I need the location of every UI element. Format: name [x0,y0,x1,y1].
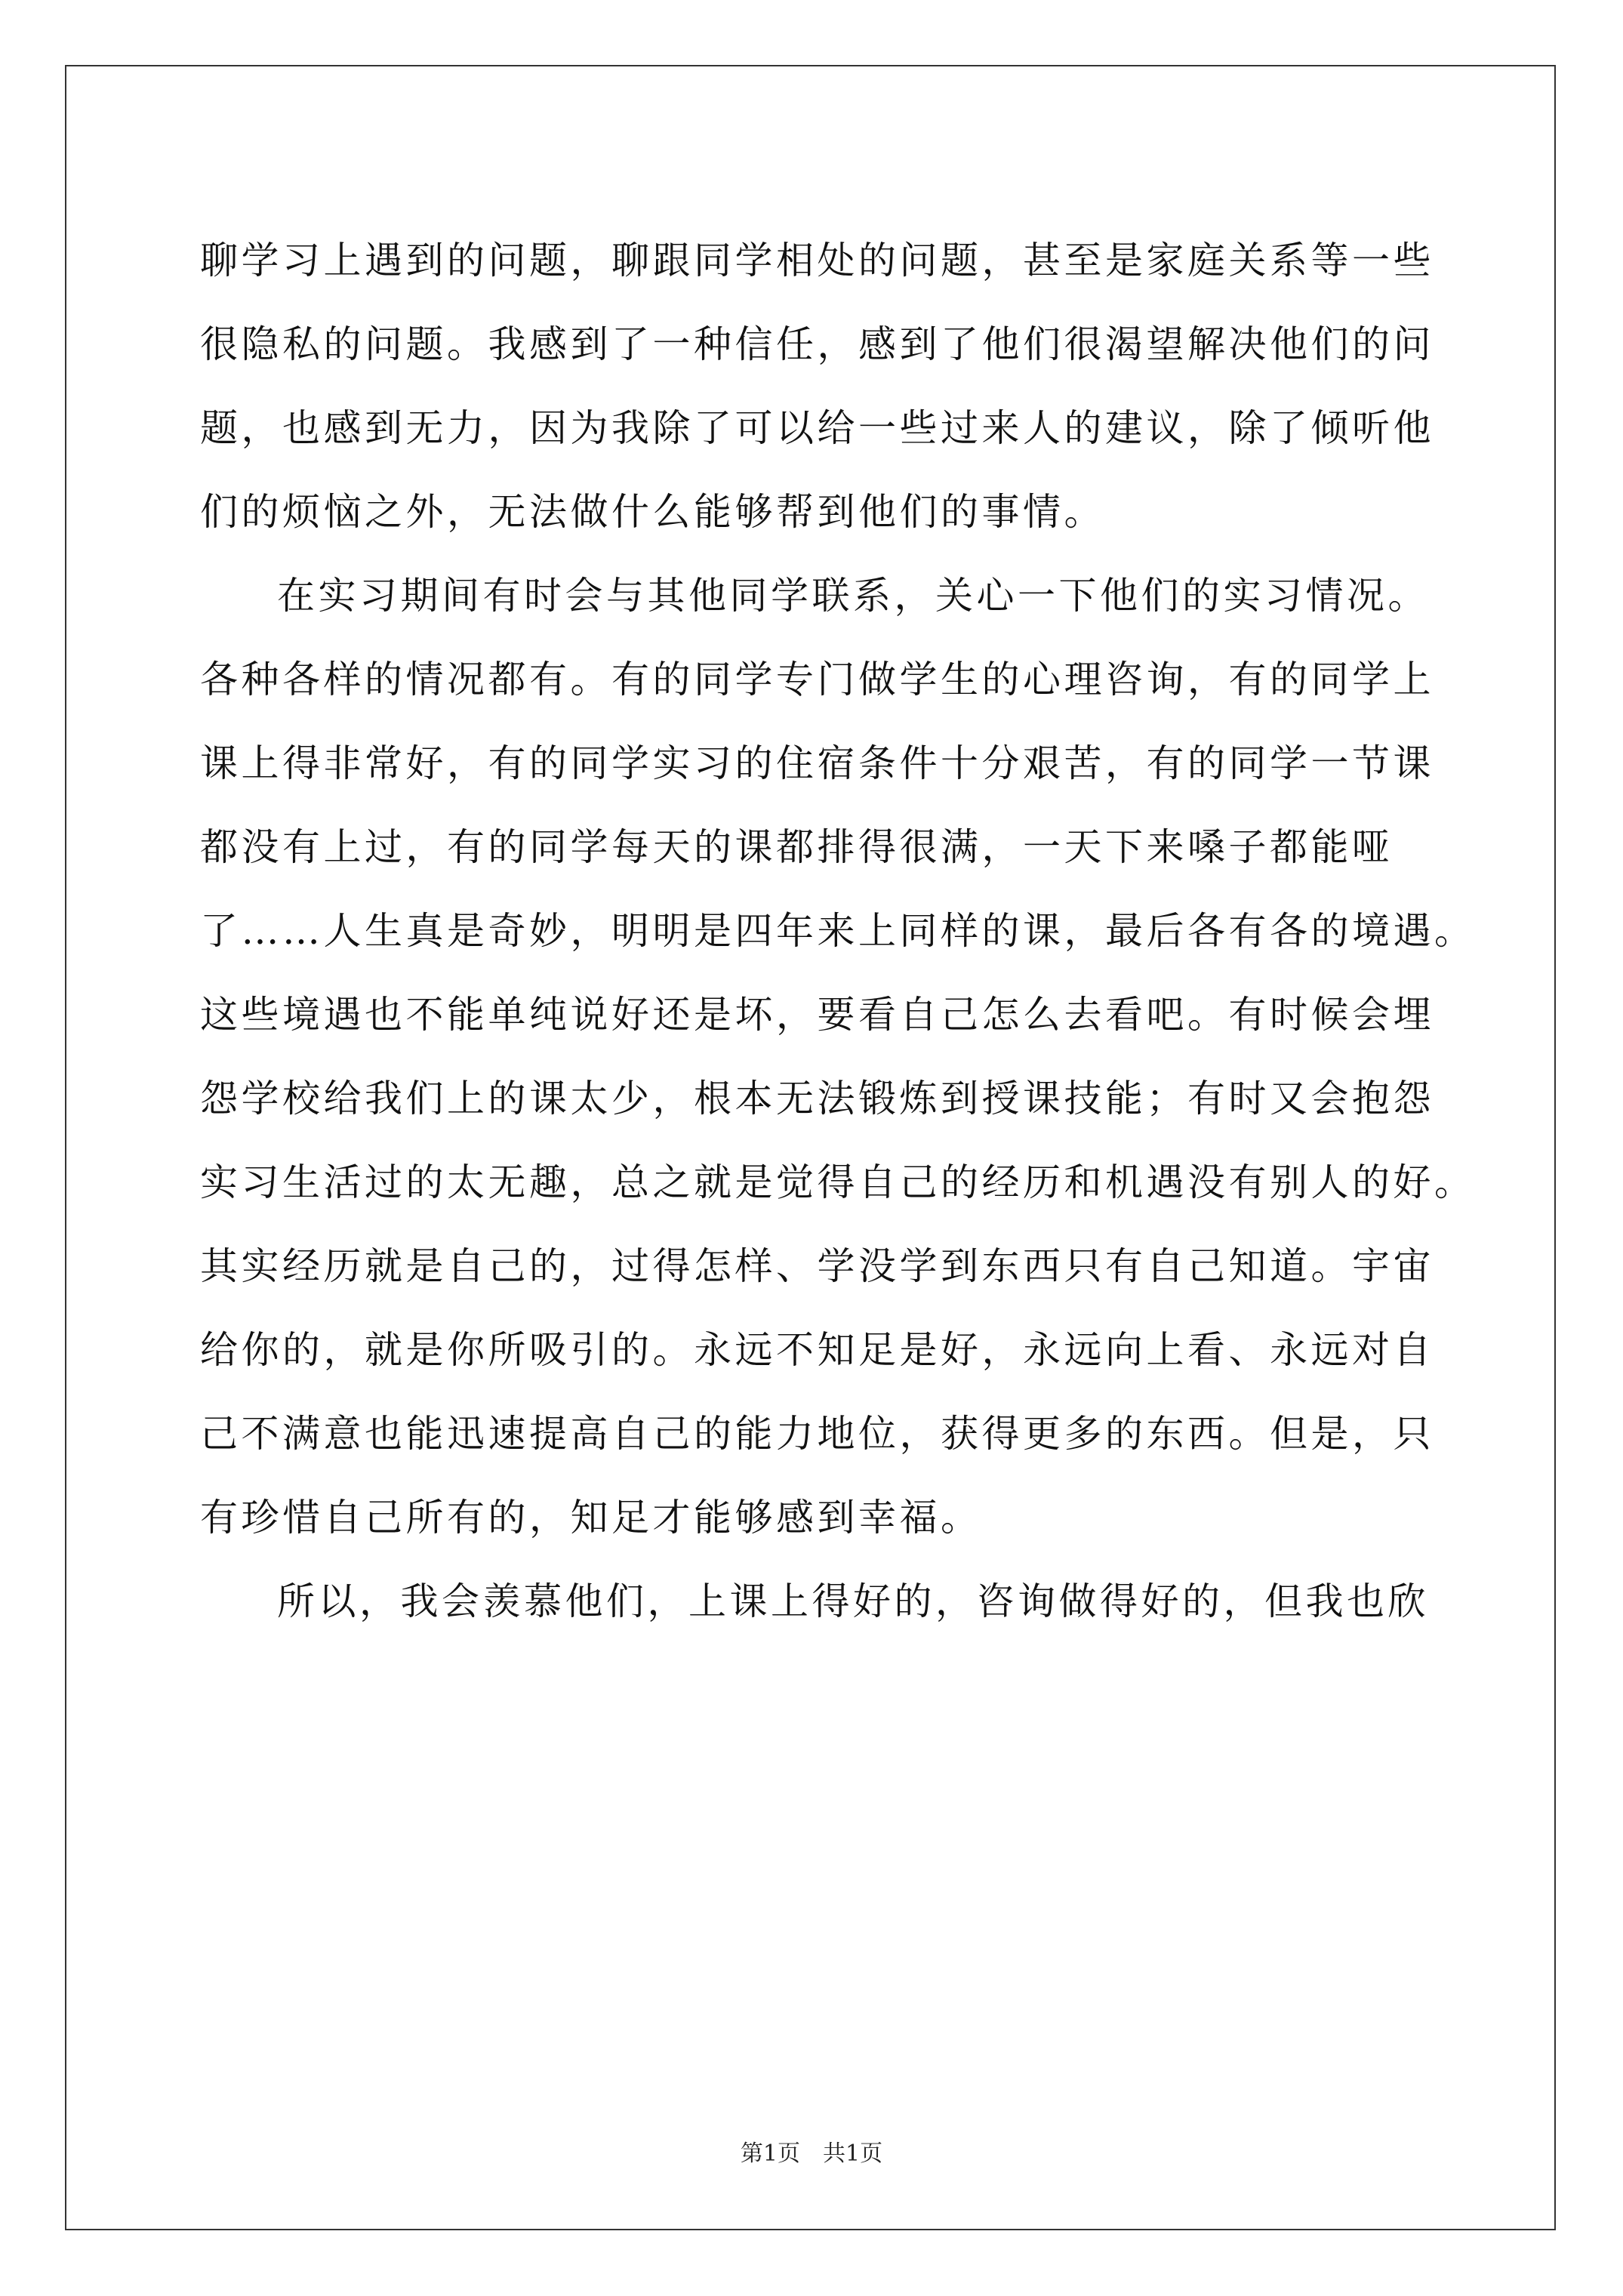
paragraph-start-line: 在实习期间有时会与其他同学联系，关心一下他们的实习情况。 [277,574,1429,618]
text-line: 怨学校给我们上的课太少，根本无法锻炼到授课技能；有时又会抱怨 [200,1077,1434,1120]
text-line: 题，也感到无力，因为我除了可以给一些过来人的建议，除了倾听他 [200,406,1434,450]
text-line: 聊学习上遇到的问题，聊跟同学相处的问题，甚至是家庭关系等一些 [200,239,1434,282]
text-line: 们的烦恼之外，无法做什么能够帮到他们的事情。 [200,490,1105,534]
document-body [200,219,1476,1644]
text-line: 很隐私的问题。我感到了一种信任，感到了他们很渴望解决他们的问 [200,322,1434,366]
paragraph-start-line: 所以，我会羡慕他们，上课上得好的，咨询做得好的，但我也欣 [277,1579,1429,1623]
text-line: 了……人生真是奇妙，明明是四年来上同样的课，最后各有各的境遇。 [200,909,1476,953]
page-number-footer: 第1页 共1页 [740,2140,883,2167]
text-line: 给你的，就是你所吸引的。永远不知足是好，永远向上看、永远对自 [200,1328,1434,1372]
text-line: 这些境遇也不能单纯说好还是坏，要看自己怎么去看吧。有时候会埋 [200,993,1434,1037]
text-line: 课上得非常好，有的同学实习的住宿条件十分艰苦，有的同学一节课 [200,741,1434,785]
text-line: 有珍惜自己所有的，知足才能够感到幸福。 [200,1496,982,1539]
text-line: 其实经历就是自己的，过得怎样、学没学到东西只有自己知道。宇宙 [200,1244,1434,1288]
text-line: 实习生活过的太无趣，总之就是觉得自己的经历和机遇没有别人的好。 [200,1160,1476,1204]
text-line: 己不满意也能迅速提高自己的能力地位，获得更多的东西。但是，只 [200,1412,1434,1456]
text-line: 都没有上过，有的同学每天的课都排得很满，一天下来嗓子都能哑 [200,825,1394,869]
text-line: 各种各样的情况都有。有的同学专门做学生的心理咨询，有的同学上 [200,658,1434,701]
